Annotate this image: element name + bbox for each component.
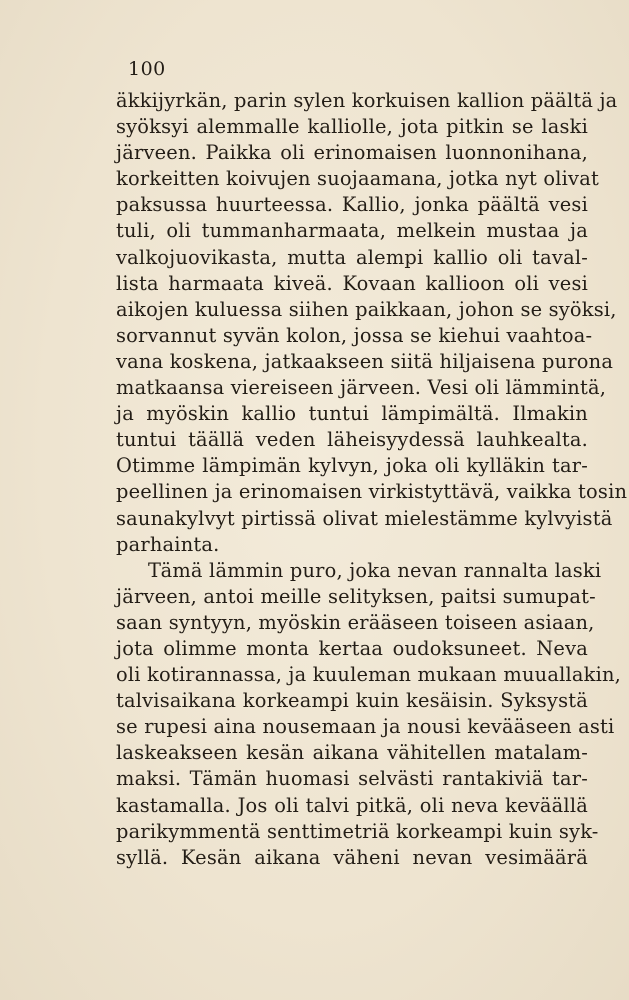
text-line: jota olimme monta kertaa oudoksuneet. Neva xyxy=(116,636,588,660)
text-line: tuntui täällä veden läheisyydessä lauhkealta. xyxy=(116,428,588,452)
text-line: syöksyi alemmalle kalliolle, jota pitkin se laski xyxy=(116,115,588,139)
text-line: aikojen kuluessa siihen paikkaan, johon se syöksi, xyxy=(116,297,617,321)
text-line: paksussa huurteessa. Kallio, jonka päältä vesi xyxy=(116,193,588,217)
text-line: saan syntyyn, myöskin erääseen toiseen asiaan, xyxy=(116,610,595,634)
text-line: maksi. Tämän huomasi selvästi rantakiviä tar- xyxy=(116,767,588,791)
text-line: syllä. Kesän aikana väheni nevan vesimäärä xyxy=(116,845,588,869)
text-line: järveen. Paikka oli erinomaisen luonnonihana, xyxy=(116,141,588,165)
text-line: korkeitten koivujen suojaamana, jotka nyt olivat xyxy=(116,167,599,191)
text-line: parhainta. xyxy=(116,532,220,556)
text-line: talvisaikana korkeampi kuin kesäisin. Syksystä xyxy=(116,689,588,713)
text-line: kastamalla. Jos oli talvi pitkä, oli neva keväällä xyxy=(116,793,588,817)
body-text xyxy=(116,88,628,871)
text-line: äkkijyrkän, parin sylen korkuisen kallion päältä ja xyxy=(116,89,618,112)
text-line: tuli, oli tummanharmaata, melkein mustaa ja xyxy=(116,219,588,243)
text-line: sorvannut syvän kolon, jossa se kiehui vaahtoa- xyxy=(116,323,593,347)
text-line: valkojuovikasta, mutta alempi kallio oli taval- xyxy=(116,245,588,269)
text-line: matkaansa viereiseen järveen. Vesi oli lämmintä, xyxy=(116,376,607,400)
text-line: järveen, antoi meille selityksen, paitsi sumupat- xyxy=(116,584,596,608)
text-line: peellinen ja erinomaisen virkistyttävä, vaikka tosin xyxy=(116,480,628,504)
text-line: Tämä lämmin puro, joka nevan rannalta laski xyxy=(148,558,602,582)
text-line: saunakylvyt pirtissä olivat mielestämme kylvyistä xyxy=(116,506,613,530)
text-line: parikymmentä senttimetriä korkeampi kuin syk- xyxy=(116,819,599,843)
text-line: vana koskena, jatkaakseen siitä hiljaisena purona xyxy=(116,349,614,373)
text-line: lista harmaata kiveä. Kovaan kallioon oli vesi xyxy=(116,271,588,295)
text-line: Otimme lämpimän kylvyn, joka oli kylläkin tar- xyxy=(116,454,588,478)
text-line: ja myöskin kallio tuntui lämpimältä. Ilmakin xyxy=(116,402,588,426)
text-line: oli kotirannassa, ja kuuleman mukaan muuallakin, xyxy=(116,663,622,687)
page-number: 100 xyxy=(128,58,166,80)
text-line: laskeakseen kesän aikana vähitellen matalam- xyxy=(116,741,588,765)
text-line: se rupesi aina nousemaan ja nousi kevääseen asti xyxy=(116,715,615,739)
